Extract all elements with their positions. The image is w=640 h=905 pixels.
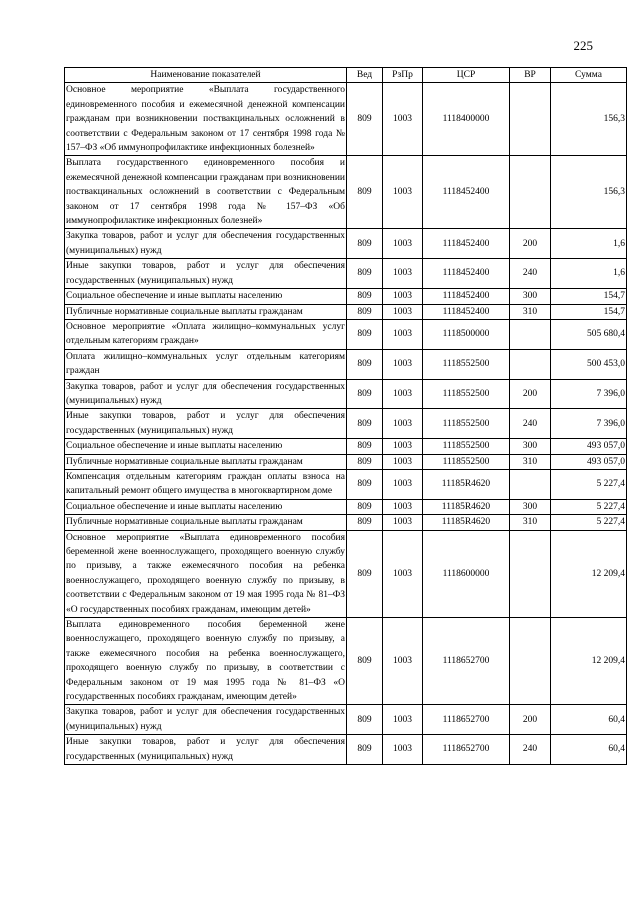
header-sum: Сумма (551, 68, 627, 83)
row-ved: 809 (347, 229, 383, 259)
table-row (65, 735, 627, 765)
row-rzpr: 1003 (383, 469, 423, 499)
table-row (65, 349, 627, 379)
row-name: Публичные нормативные социальные выплаты гражданам (65, 515, 347, 530)
row-sum: 7 396,0 (551, 409, 627, 439)
row-rzpr: 1003 (383, 319, 423, 349)
row-name: Закупка товаров, работ и услуг для обеспечения государственных (муниципальных) нужд (65, 229, 347, 259)
row-sum: 154,7 (551, 289, 627, 304)
row-sum: 154,7 (551, 304, 627, 319)
row-ved: 809 (347, 156, 383, 229)
row-vr: 240 (510, 259, 551, 289)
row-vr: 310 (510, 454, 551, 469)
table-row (65, 229, 627, 259)
row-csr: 1118552500 (423, 439, 510, 454)
row-name: Иные закупки товаров, работ и услуг для обеспечения государственных (муниципальных) нужд (65, 259, 347, 289)
row-csr: 11185R4620 (423, 469, 510, 499)
table-row (65, 454, 627, 469)
row-rzpr: 1003 (383, 454, 423, 469)
row-csr: 1118652700 (423, 735, 510, 765)
row-vr (510, 469, 551, 499)
row-rzpr: 1003 (383, 618, 423, 705)
row-ved: 809 (347, 454, 383, 469)
row-csr: 1118452400 (423, 304, 510, 319)
row-csr: 11185R4620 (423, 499, 510, 514)
table-header-row (65, 68, 627, 83)
row-name: Закупка товаров, работ и услуг для обеспечения государственных (муниципальных) нужд (65, 705, 347, 735)
table-row (65, 379, 627, 409)
row-ved: 809 (347, 439, 383, 454)
row-name: Выплата государственного единовременного пособия и ежемесячной денежной компенсации гражданам при возникновении поствакцинальных осложнений в соответствии с Федеральным законом от 17 сентября 1998 года № 157–ФЗ «Об иммунопрофилактике инфекционных болезней» (65, 156, 347, 229)
row-csr: 1118552500 (423, 379, 510, 409)
row-csr: 1118452400 (423, 156, 510, 229)
row-sum: 505 680,4 (551, 319, 627, 349)
row-sum: 156,3 (551, 83, 627, 156)
row-rzpr: 1003 (383, 229, 423, 259)
row-ved: 809 (347, 409, 383, 439)
row-ved: 809 (347, 379, 383, 409)
row-sum: 156,3 (551, 156, 627, 229)
row-csr: 1118652700 (423, 705, 510, 735)
row-name: Социальное обеспечение и иные выплаты населению (65, 289, 347, 304)
header-csr: ЦСР (423, 68, 510, 83)
row-name: Публичные нормативные социальные выплаты гражданам (65, 304, 347, 319)
row-csr: 1118652700 (423, 618, 510, 705)
row-name: Социальное обеспечение и иные выплаты населению (65, 439, 347, 454)
row-sum: 12 209,4 (551, 530, 627, 617)
table-row (65, 439, 627, 454)
row-rzpr: 1003 (383, 735, 423, 765)
row-name: Выплата единовременного пособия беременной жене военнослужащего, проходящего военную службу по призыву, а также ежемесячного пособия на ребенка военнослужащего, проходящего военную службу по призыву, в соответствии с Федеральным законом от 19 мая 1995 года № 81–ФЗ «О государственных пособиях гражданам, имеющим детей» (65, 618, 347, 705)
row-vr: 300 (510, 439, 551, 454)
row-sum: 5 227,4 (551, 515, 627, 530)
row-rzpr: 1003 (383, 705, 423, 735)
row-name: Социальное обеспечение и иные выплаты населению (65, 499, 347, 514)
header-vr: ВР (510, 68, 551, 83)
row-ved: 809 (347, 515, 383, 530)
row-sum: 493 057,0 (551, 454, 627, 469)
row-vr: 200 (510, 379, 551, 409)
row-name: Закупка товаров, работ и услуг для обеспечения государственных (муниципальных) нужд (65, 379, 347, 409)
row-ved: 809 (347, 705, 383, 735)
row-ved: 809 (347, 469, 383, 499)
row-sum: 5 227,4 (551, 499, 627, 514)
row-rzpr: 1003 (383, 349, 423, 379)
row-vr: 300 (510, 499, 551, 514)
row-name: Иные закупки товаров, работ и услуг для обеспечения государственных (муниципальных) нужд (65, 409, 347, 439)
row-ved: 809 (347, 259, 383, 289)
row-rzpr: 1003 (383, 499, 423, 514)
table-row (65, 469, 627, 499)
table-row (65, 530, 627, 617)
row-ved: 809 (347, 530, 383, 617)
table-row (65, 156, 627, 229)
row-vr (510, 618, 551, 705)
table-row (65, 304, 627, 319)
table-row (65, 515, 627, 530)
row-name: Публичные нормативные социальные выплаты гражданам (65, 454, 347, 469)
row-vr: 310 (510, 304, 551, 319)
row-rzpr: 1003 (383, 439, 423, 454)
row-vr: 200 (510, 229, 551, 259)
header-name: Наименование показателей (65, 68, 347, 83)
row-ved: 809 (347, 735, 383, 765)
row-ved: 809 (347, 289, 383, 304)
table-row (65, 409, 627, 439)
table-row (65, 618, 627, 705)
page-number: 225 (573, 38, 593, 53)
row-sum: 1,6 (551, 229, 627, 259)
row-rzpr: 1003 (383, 289, 423, 304)
row-name: Иные закупки товаров, работ и услуг для обеспечения государственных (муниципальных) нужд (65, 735, 347, 765)
table-row (65, 259, 627, 289)
row-sum: 60,4 (551, 705, 627, 735)
row-sum: 1,6 (551, 259, 627, 289)
row-vr (510, 319, 551, 349)
row-csr: 1118552500 (423, 349, 510, 379)
row-ved: 809 (347, 304, 383, 319)
row-sum: 7 396,0 (551, 379, 627, 409)
row-rzpr: 1003 (383, 409, 423, 439)
budget-table (64, 67, 627, 765)
row-vr: 310 (510, 515, 551, 530)
header-rzpr: РзПр (383, 68, 423, 83)
table-row (65, 499, 627, 514)
row-csr: 1118500000 (423, 319, 510, 349)
row-vr (510, 349, 551, 379)
row-vr (510, 530, 551, 617)
row-rzpr: 1003 (383, 515, 423, 530)
row-name: Компенсация отдельным категориям граждан оплаты взноса на капитальный ремонт общего имущества в многоквартирном доме (65, 469, 347, 499)
row-csr: 1118452400 (423, 259, 510, 289)
row-sum: 493 057,0 (551, 439, 627, 454)
row-ved: 809 (347, 349, 383, 379)
row-sum: 500 453,0 (551, 349, 627, 379)
row-name: Основное мероприятие «Выплата единовременного пособия беременной жене военнослужащего, проходящего военную службу по призыву, а также ежемесячного пособия на ребенка военнослужащего, проходящего военную службу по призыву, в соответствии с Федеральным законом от 19 мая 1995 года № 81–ФЗ «О государственных пособиях гражданам, имеющим детей» (65, 530, 347, 617)
row-sum: 12 209,4 (551, 618, 627, 705)
row-name: Основное мероприятие «Оплата жилищно–коммунальных услуг отдельным категориям граждан» (65, 319, 347, 349)
row-rzpr: 1003 (383, 259, 423, 289)
row-ved: 809 (347, 499, 383, 514)
row-rzpr: 1003 (383, 530, 423, 617)
row-name: Основное мероприятие «Выплата государственного единовременного пособия и ежемесячной денежной компенсации гражданам при возникновении поствакцинальных осложнений в соответствии с Федеральным законом от 17 сентября 1998 года № 157–ФЗ «Об иммунопрофилактике инфекционных болезней» (65, 83, 347, 156)
row-rzpr: 1003 (383, 83, 423, 156)
row-vr: 200 (510, 705, 551, 735)
row-ved: 809 (347, 618, 383, 705)
table-row (65, 319, 627, 349)
row-vr: 300 (510, 289, 551, 304)
table-row (65, 705, 627, 735)
row-vr (510, 156, 551, 229)
row-csr: 1118400000 (423, 83, 510, 156)
row-csr: 1118452400 (423, 229, 510, 259)
row-csr: 1118552500 (423, 454, 510, 469)
row-rzpr: 1003 (383, 156, 423, 229)
row-csr: 1118600000 (423, 530, 510, 617)
row-csr: 11185R4620 (423, 515, 510, 530)
row-vr (510, 83, 551, 156)
row-sum: 5 227,4 (551, 469, 627, 499)
row-name: Оплата жилищно–коммунальных услуг отдельным категориям граждан (65, 349, 347, 379)
row-ved: 809 (347, 319, 383, 349)
table-row (65, 83, 627, 156)
row-vr: 240 (510, 409, 551, 439)
row-rzpr: 1003 (383, 379, 423, 409)
row-csr: 1118452400 (423, 289, 510, 304)
table-row (65, 289, 627, 304)
row-vr: 240 (510, 735, 551, 765)
row-sum: 60,4 (551, 735, 627, 765)
row-csr: 1118552500 (423, 409, 510, 439)
header-ved: Вед (347, 68, 383, 83)
row-ved: 809 (347, 83, 383, 156)
row-rzpr: 1003 (383, 304, 423, 319)
